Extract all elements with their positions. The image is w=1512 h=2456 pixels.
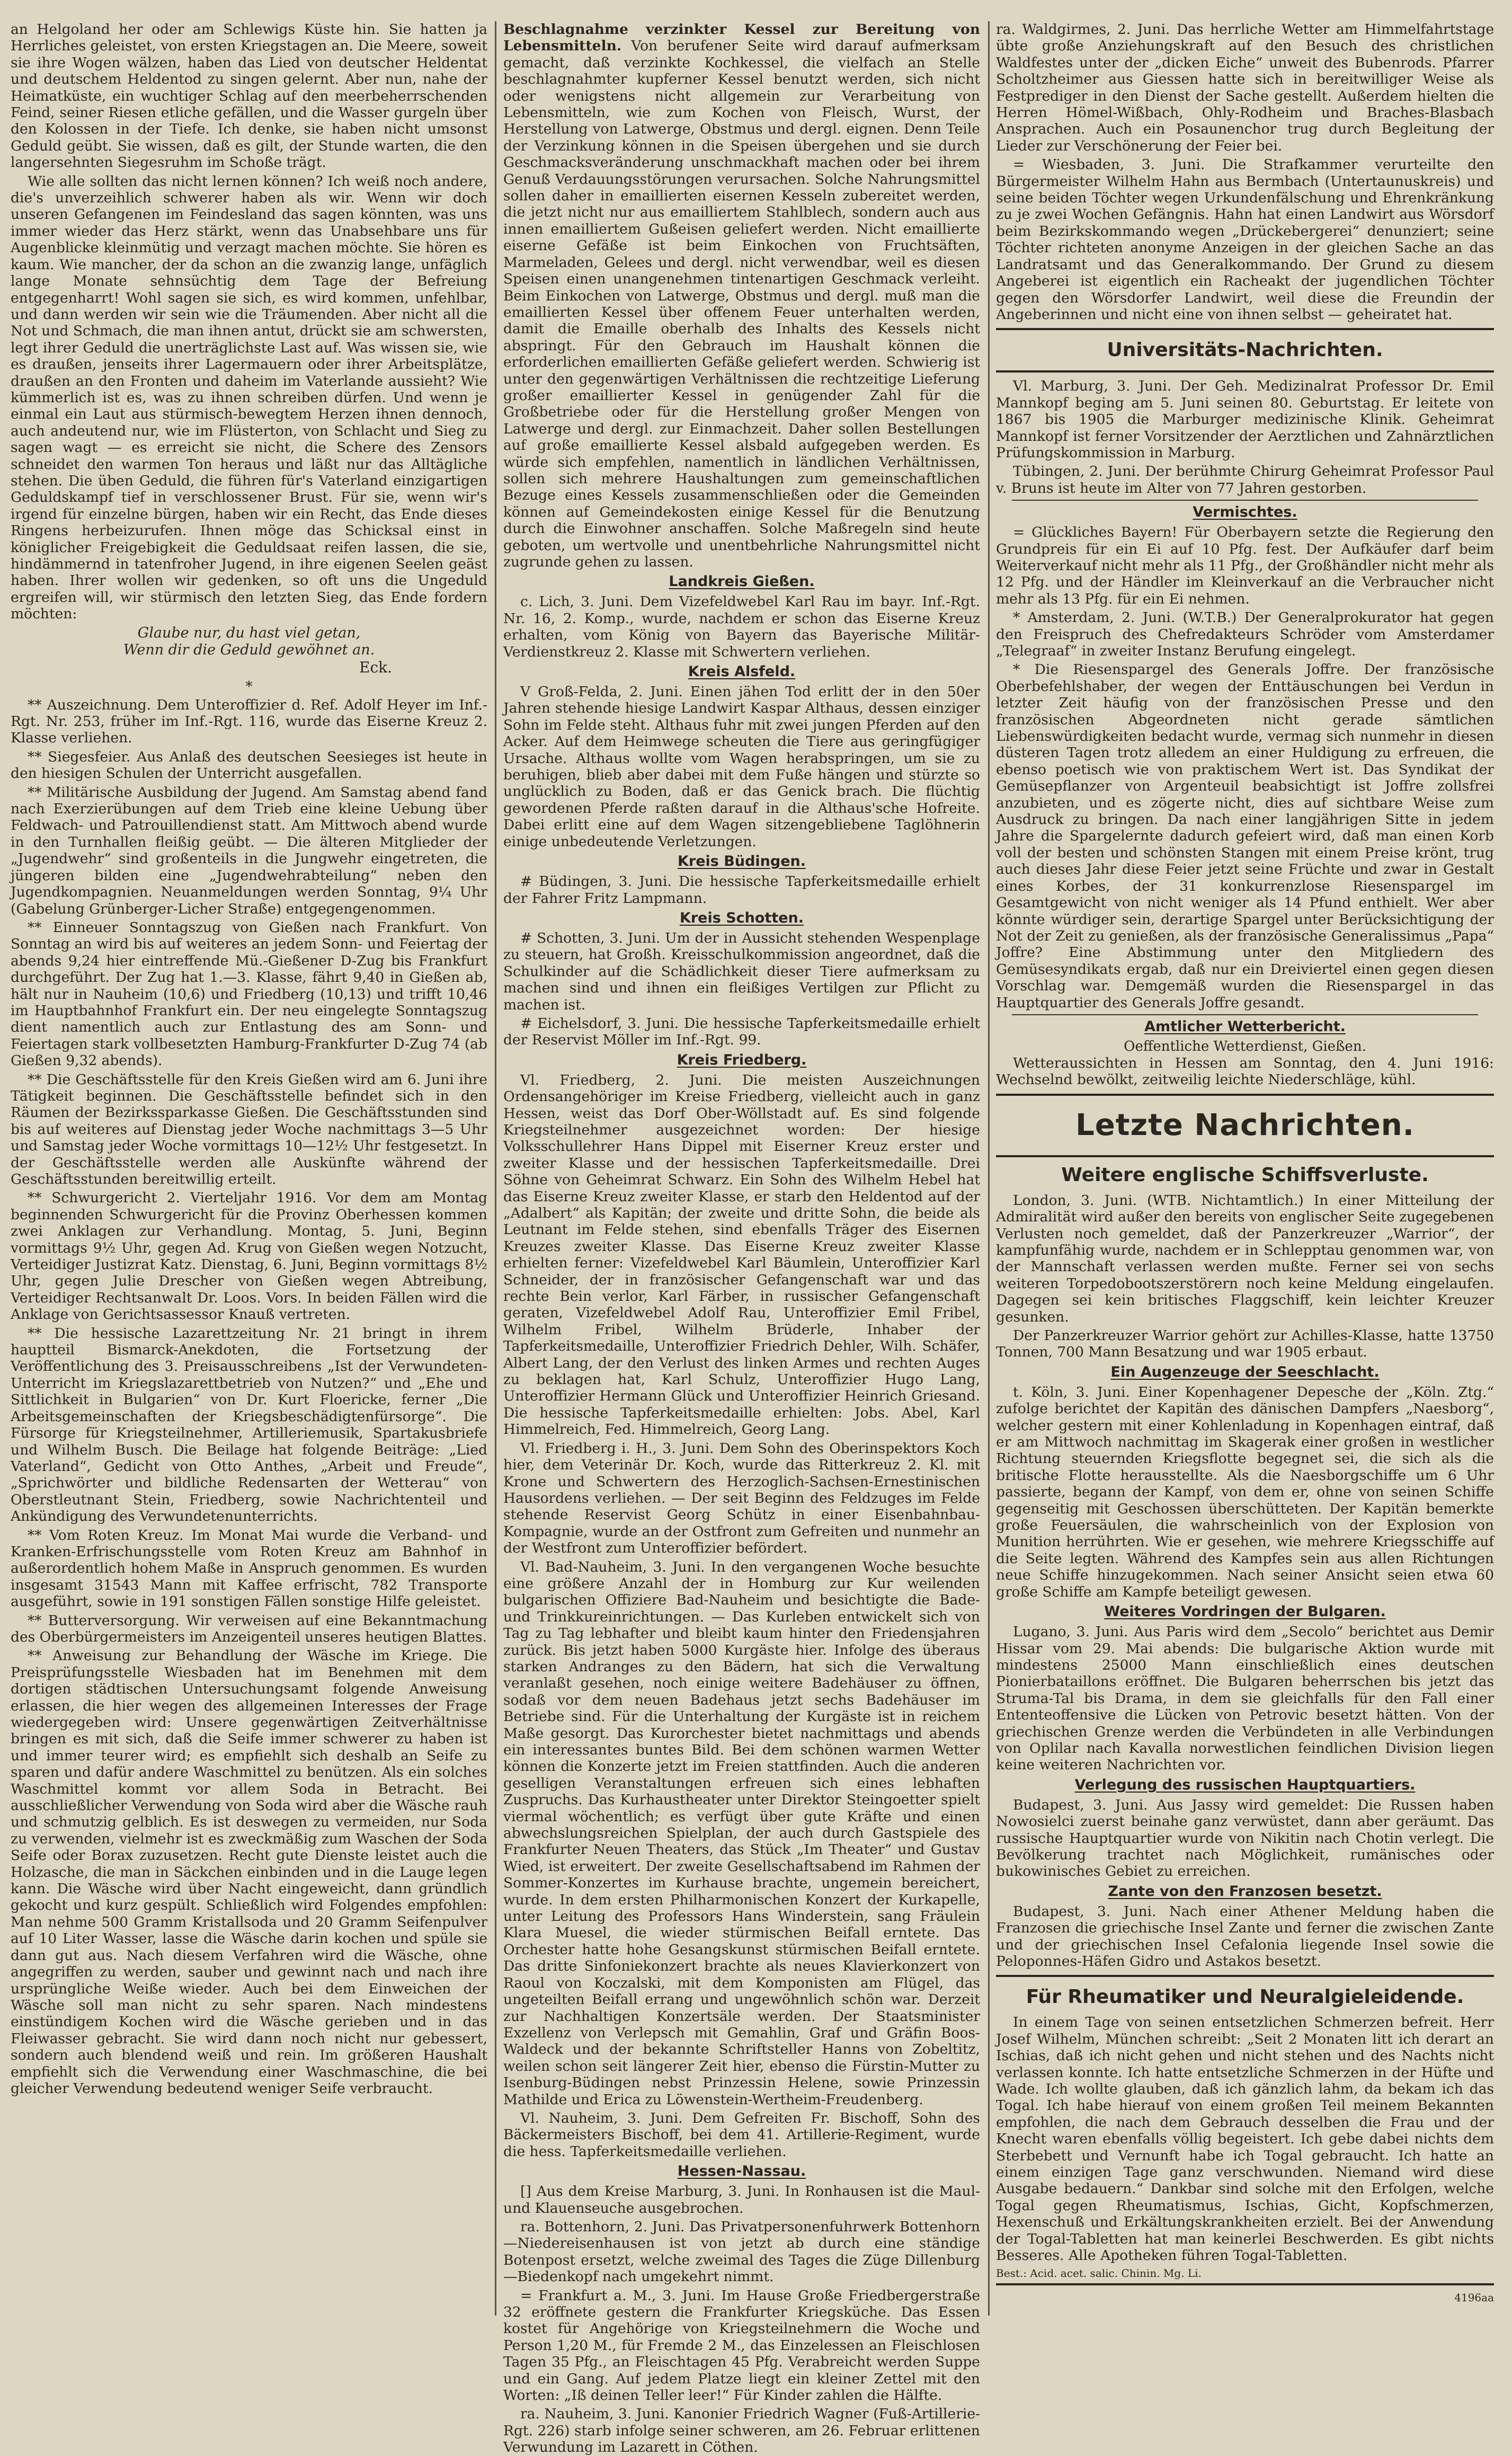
news-item: Vl. Friedberg, 2. Juni. Die meisten Auszeichnungen Ordensangehöriger im Kreise Friedberg, vielleicht auch in ganz Hessen, weist das Dorf Ober-Wöllstadt auf. Es sind folgende Kriegsteilnehmer ausgezeichnet worden: Der hiesige Volksschullehrer Hans Dippel mit Eiserner Kreuz erster und zweiter Klasse und der hessischen Tapferkeitsmedaille. Drei Söhne von Geheimrat Schwarz. Ein Sohn des Wilhelm Hebel hat das Eiserne Kreuz zweiter Klasse, er starb den Heldentod auf der „Adalbert“ als Kapitän; der zweite und dritte Sohn, die beide als Leutnant im Felde stehen, sind ebenfalls Träger des Eisernen Kreuzes zweiter Klasse. Das Eiserne Kreuz zweiter Klasse erhielten ferner: Vizefeldwebel Karl Bäumlein, Unteroffizier Karl Schneider, der in französischer Gefangenschaft war und das rechte Bein verlor, Karl Färber, in russischer Gefangenschaft geraten, Vizefeldwebel Adolf Rau, Unteroffizier Emil Fribel, Wilhelm Fribel, Wilhelm Brüderle, Inhaber der Tapferkeitsmedaille, Unteroffizier Friedrich Dehler, Wilh. Schäfer, Albert Lang, der den Verlust des linken Armes und rechten Auges zu beklagen hat, Karl Schulz, Unteroffizier Hugo Lang, Unteroffizier Hermann Glück und Unteroffizier Heinrich Griesand. Die hessische Tapferkeitsmedaille erhielten: Jobs. Abel, Karl Himmelreich, Fed. Himmelreich, Georg Lang. xyxy=(503,1071,980,1438)
column-1 xyxy=(11,21,487,2316)
news-item: Budapest, 3. Juni. Nach einer Athener Meldung haben die Franzosen die griechische Insel Zante und ferner die zwischen Zante und der griechischen Insel Cefalonia liegende Insel sowie die Peloponnes-Häfen Gidro und Astakos besetzt. xyxy=(996,1903,1494,1970)
news-item: V Groß-Felda, 2. Juni. Einen jähen Tod erlitt der in den 50er Jahren stehende hiesige Landwirt Kaspar Althaus, dessen einziger Sohn im Felde steht. Althaus fuhr mit zwei jungen Pferden auf den Acker. Auf dem Heimwege scheuten die Tiere aus geringfügiger Ursache. Althaus wollte vom Wagen herabspringen, um sie zu beruhigen, blieb aber dabei mit dem Fuße hängen und stürzte so unglücklich zu Boden, daß er das Genick brach. Die flüchtig gewordenen Pferde raßten darauf in die Althaus'sche Hofreite. Dabei erlitt eine auf dem Wagen sitzengebliebene Taglöhnerin einige unbedeutende Verletzungen. xyxy=(503,684,980,850)
author-signature: Eck. xyxy=(359,658,392,676)
news-item: ** Vom Roten Kreuz. Im Monat Mai wurde die Verband- und Kranken-Erfrischungsstelle vom Roten Kreuz am Bahnhof in außerordentlich hohem Maße in Anspruch genommen. Es wurden insgesamt 31543 Mann mit Kaffee erfrischt, 782 Transporte ausgeführt, sowie in 191 sonstigen Fällen sonstige Hilfe geleistet. xyxy=(11,1527,487,1610)
news-item: Tübingen, 2. Juni. Der berühmte Chirurg Geheimrat Professor Paul v. Bruns ist heute im Alter von 77 Jahren gestorben. xyxy=(996,463,1494,496)
divider xyxy=(1012,500,1478,501)
article-paragraph xyxy=(503,21,980,570)
column-divider xyxy=(495,21,496,2316)
section-heading: Vermischtes. xyxy=(1193,504,1297,521)
ad-heading: Für Rheumatiker und Neuralgieleidende. xyxy=(1026,1986,1464,2008)
news-item: ** Auszeichnung. Dem Unteroffizier d. Ref. Adolf Heyer im Inf.-Rgt. Nr. 253, früher im Inf.-Rgt. 116, wurde das Eiserne Kreuz 2. Klasse verliehen. xyxy=(11,696,487,747)
section-heading: Amtlicher Wetterbericht. xyxy=(1144,1018,1346,1035)
news-item: * Amsterdam, 2. Juni. (W.T.B.) Der Generalprokurator hat gegen den Freispruch des Chefredakteurs Schröder vom Amsterdamer „Telegraaf“ in zweiter Instanz Berufung eingelegt. xyxy=(996,609,1494,659)
news-item: ** Einneuer Sonntagszug von Gießen nach Frankfurt. Von Sonntag an wird bis auf weiteres an jedem Sonn- und Feiertag der abends 9,24 hier eintreffende Mü.-Gießener D-Zug bis Frankfurt durchgeführt. Der Zug hat 1.—3. Klasse, fährt 9,40 in Gießen ab, hält nur in Nauheim (10,6) und Friedberg (10,13) und trifft 10,46 im Hauptbahnhof Frankfurt ein. Der neu eingelegte Sonntagszug dient namentlich auch zur Entlastung des am Sonn- und Feiertagen stark vollbesetzten Hamburg-Frankfurter D-Zug 74 (ab Gießen 9,32 abends). xyxy=(11,919,487,1069)
news-item: * Die Riesenspargel des Generals Joffre. Der französische Oberbefehlshaber, der wegen der Enttäuschungen bei Verdun in letzter Zeit häufig von der französischen Presse und den französischen Abgeordneten nicht gerade sämtlichen Liebenswürdigkeiten bedacht wurde, vermag sich nunmehr in diesen düsteren Tagen trotz alledem an einer Huldigung zu erfreuen, die ebenso poetisch wie von praktischem Wert ist. Das Syndikat der Gemüsepflanzer von Argenteuil beabsichtigt ist Joffre zollsfrei anzubieten, und es zögerte nicht, dies auf sichtbare Weise zum Ausdruck zu bringen. Da nach einer langjährigen Sitte in jedem Jahre die Spargelernte dadurch gefeiert wird, daß man einen Korb voll der besten und schönsten Stangen mit einem Preise krönt, trug auch dieses Jahr diese Feier jetzt seine Früchte und zwar in Gestalt eines Korbes, der 31 konkurrenzlose Riesenspargel im Gesamtgewicht von nicht weniger als 14 Pfund enthielt. Wer aber könnte würdiger sein, derartige Spargel unter Berücksichtigung der Not der Zeit zu genießen, als der französische Generalissimus „Papa“ Joffre? Eine Abstimmung unter den Mitgliedern des Gemüsesyndikats ergab, daß nur ein Dreiviertel einen gegen diesen Vorschlag war. Demgemäß wurden die Riesenspargel in das Hauptquartier des Generals Joffre gesandt. xyxy=(996,661,1494,1011)
news-item: Der Panzerkreuzer Warrior gehört zur Achilles-Klasse, hatte 13750 Tonnen, 700 Mann Besatzung und war 1905 erbaut. xyxy=(996,1327,1494,1361)
article-title: Beschlagnahme verzinkter Kessel zur Bereitung von Lebensmitteln. xyxy=(503,21,980,55)
quote-line: Glaube nur, du hast viel getan, xyxy=(137,624,361,641)
news-item: Vl. Friedberg i. H., 3. Juni. Dem Sohn des Oberinspektors Koch hier, dem Veterinär Dr. Koch, wurde das Ritterkreuz 2. Kl. mit Krone und Schwertern des Herzoglich-Sachsen-Ernestinischen Hausordens verliehen. — Der seit Beginn des Feldzuges im Felde stehende Reservist Georg Schütz in einer Eisenbahnbau-Kompagnie, wurde an der Ostfront zum Gefreiten und nunmehr an der Westfront zum Unteroffizier befördert. xyxy=(503,1440,980,1557)
quote-line: Wenn dir die Geduld gewöhnet an. xyxy=(123,641,375,658)
news-item: # Büdingen, 3. Juni. Die hessische Tapferkeitsmedaille erhielt der Fahrer Fritz Lampmann. xyxy=(503,873,980,907)
newspaper-page xyxy=(11,21,1494,2456)
article-paragraph: an Helgoland her oder am Schlewigs Küste hin. Sie hatten ja Herrliches geleistet, von ersten Kriegstagen an. Die Meere, soweit sie ihre Wogen wälzen, haben das Lied von deutscher Heldentat und deutschem Heldentod zu singen gelernt. Aber nun, nahe der Heimatküste, ein wuchtiger Schlag auf den meerbeherrschenden Feind, seiner Riesen etliche gefällen, und die Wasser gurgeln über den Kolossen in der Tiefe. Ich denke, sie haben nicht umsonst Geduld geübt. Sie wissen, daß es gilt, der Stunde warten, die den langersehnten Siegesruhm im Schoße trägt. xyxy=(11,21,487,171)
headline: Weitere englische Schiffsverluste. xyxy=(1061,1164,1429,1186)
headline: Zante von den Franzosen besetzt. xyxy=(1108,1883,1382,1900)
ad-text: In einem Tage von seinen entsetzlichen Schmerzen befreit. Herr Josef Wilhelm, München schreibt: „Seit 2 Monaten litt ich derart an Ischias, daß ich nicht gehen und nicht stehen und des Nachts nicht verlassen konnte. Ich hatte entsetzliche Schmerzen in der Hüfte und Wade. Ich wollte glauben, daß ich gänzlich lahm, da bekam ich das Togal. Ich habe hierauf von einem großen Teil meinem Bekannten empfohlen, die nach dem Gebrauch desselben die Frau und der Knecht waren ebenfalls völlig begeistert. Ich gebe dabei nichts dem Sterbebett und Vernunft habe ich Togal gebraucht. Ich hatte an einem einzigen Tage ganz verschwunden. Niemand wird diese Ausgabe bedauern.“ Dankbar sind solche mit den Erfolgen, welche Togal gegen Rheumatismus, Ischias, Gicht, Kopfschmerzen, Hexenschuß und Erkältungskrankheiten erzielt. Bei der Anwendung der Togal-Tabletten hat man keinerlei Beschwerden. Es gibt nichts Besseres. Alle Apotheken führen Togal-Tabletten. xyxy=(996,2014,1494,2264)
news-item: ** Die Geschäftsstelle für den Kreis Gießen wird am 6. Juni ihre Tätigkeit beginnen. Die Geschäftsstelle befindet sich in den Räumen der Bezirkssparkasse Gießen. Die Geschäftsstunden sind bis auf weiteres auf Dienstag jeder Woche nachmittags 3—5 Uhr und Samstag jeder Woche vormittags 10—12½ Uhr festgesetzt. In der Geschäftsstelle werden alle Auskünfte während der Geschäftsstunden bereitwillig erteilt. xyxy=(11,1071,487,1187)
news-item: ** Militärische Ausbildung der Jugend. Am Samstag abend fand nach Exerzierübungen auf dem Trieb eine kleine Uebung über Feldwach- und Patrouillendienst statt. Am Mittwoch abend wurde in den Turnhallen fleißig geübt. — Die älteren Mitglieder der „Jugendwehr“ sind großenteils in die Jungwehr eingetreten, die jüngeren bilden eine „Jugendwehrabteilung“ neben den Jugendkompagnien. Neuanmeldungen werden Sonntag, 9¼ Uhr (Gabelung Grünberger-Licher Straße) entgegengenommen. xyxy=(11,784,487,917)
news-item: Vl. Bad-Nauheim, 3. Juni. In den vergangenen Woche besuchte eine größere Anzahl der in Homburg zur Kur weilenden bulgarischen Offiziere Bad-Nauheim und besichtigte die Bade- und Trinkkureinrichtungen. — Das Kurleben entwickelt sich von Tag zu Tag lebhafter und bleibt kaum hinter den Friedensjahren zurück. Bis jetzt haben 5000 Kurgäste hier. Infolge des überaus starken Andranges zu den Bädern, hat sich die Verwaltung veranlaßt gesehen, noch einige weitere Badehäuser zu öffnen, sodaß vor dem neuen Badehaus jetzt sechs Badehäuser im Betriebe sind. Für die Unterhaltung der Kurgäste ist in reichem Maße gesorgt. Das Kurorchester bietet nachmittags und abends ein interessantes buntes Bild. Bei dem schönen warmen Wetter können die Konzerte jetzt im Freien stattfinden. Auch die anderen geselligen Veranstaltungen erfreuen sich eines lebhaften Zuspruchs. Das Kurhaustheater unter Direktor Steingoetter spielt viermal wöchentlich; es verfügt über gute Kräfte und einen abwechslungsreichen Spielplan, der auch durch Gastspiele des Frankfurter Neuen Theaters, das Stück „Im Theater“ und Gustav Wied, ist erweitert. Der zweite Gesellschaftsabend im Rahmen der Sommer-Konzertes im Kurhause brachte, ungemein bereichert, wurde. In dem ersten Philharmonischen Konzert der Kurkapelle, unter Leitung des Professors Hans Winderstein, sang Fräulein Klara Muesel, die wieder stürmischen Beifall erntete. Das Orchester hatte hohe Gesangskunst stürmischen Beifall erntete. Das dritte Sinfoniekonzert brachte als neues Klavierkonzert von Raoul von Koczalski, mit dem Komponisten am Flügel, das ungeteilten Beifall errang und ungewöhnlich schön war. Derzeit zur Nachhaltigen Konzertsäle werden. Der Staatsminister Exzellenz von Verlepsch mit Gemahlin, Graf und Gräfin Boos-Waldeck und der bekannte Schriftsteller Hanns von Zobeltitz, weilen schon seit längerer Zeit hier, ebenso die Fürstin-Mutter zu Isenburg-Büdingen nebst Prinzessin Helene, sowie Prinzessin Mathilde und Erica zu Löwenstein-Wertheim-Freudenberg. xyxy=(503,1558,980,2108)
latest-news-banner xyxy=(996,1094,1494,1157)
column-divider xyxy=(988,21,990,2316)
news-item: Vl. Nauheim, 3. Juni. Dem Gefreiten Fr. Bischoff, Sohn des Bäckermeisters Bischoff, bei dem 41. Artillerie-Regiment, wurde die hess. Tapferkeitsmedaille verliehen. xyxy=(503,2109,980,2160)
headline: Ein Augenzeuge der Seeschlacht. xyxy=(1110,1363,1380,1380)
news-item: = Glückliches Bayern! Für Oberbayern setzte die Regierung den Grundpreis für ein Ei auf 10 Pfg. fest. Der Aufkäufer darf beim Weiterverkauf nicht mehr als 11 Pfg., der Großhändler nicht mehr als 12 Pfg. und der Händler im Kleinverkauf an die Verbraucher nicht mehr als 13 Pfg. für ein Ei nehmen. xyxy=(996,524,1494,607)
section-heading: Kreis Schotten. xyxy=(679,909,804,926)
article-body: Von berufener Seite wird darauf aufmerksam gemacht, daß verzinkte Kochkessel, die vielfach an Stelle beschlagnahmter kupferner Kessel benutzt werden, sich nicht oder wenigstens nicht allgemein zur Verarbeitung von Lebensmitteln, wie zum Kochen von Fleisch, Wurst, der Herstellung von Latwerge, Obstmus und dergl. eignen. Denn Teile der Verzinkung können in die Speisen übergehen und sie durch Geschmacksveränderung unschmackhaft machen oder bei ihrem Genuß Verdauungsstörungen verursachen. Solche Nahrungsmittel sollen daher in emaillierten eisernen Kesseln zubereitet werden, die jetzt nicht nur aus emailliertem Stahlblech, sondern auch aus innen emailliertem Gußeisen geliefert werden. Nicht emaillierte eiserne Gefäße ist beim Einkochen von Fruchtsäften, Marmeladen, Gelees und dergl. nicht verwendbar, weil es diesen Speisen einen unangenehmen tintenartigen Geschmack verleiht. Beim Einkochen von Latwerge, Obstmus und dergl. muß man die emaillierten Kessel über offenem Feuer unterhalten werden, damit die Emaille oberhalb des Inhalts des Kessels nicht abspringt. Für den Gebrauch im Haushalt können die erforderlichen emaillierten Gefäße geliefert werden. Schwierig ist unter den gegenwärtigen Verhältnissen die rechtzeitige Lieferung großer emaillierter Kessel in genügender Zahl für die Großbetriebe oder für die Herstellung großer Mengen von Latwerge und dergl. zur Einmachzeit. Daher sollen Bestellungen auf große emaillierte Kessel alsbald aufgegeben werden. Es würde sich empfehlen, namentlich in ländlichen Verhältnissen, sollen sich mehrere Haushaltungen zum gemeinschaftlichen Bezuge eines Kessels zusammenschließen oder die Gemeinden können auf Gemeindekosten einige Kessel für die Benutzung durch die Einwohner anschaffen. Solche Maßregeln sind heute geboten, um wertvolle und unentbehrliche Nahrungsmittel nicht zugrunde gehen zu lassen. xyxy=(503,38,980,570)
news-item: ** Siegesfeier. Aus Anlaß des deutschen Seesieges ist heute in den hiesigen Schulen der Unterricht ausgefallen. xyxy=(11,748,487,782)
headline: Weiteres Vordringen der Bulgaren. xyxy=(1104,1603,1386,1620)
news-item: [] Aus dem Kreise Marburg, 3. Juni. In Ronhausen ist die Maul- und Klauenseuche ausgebrochen. xyxy=(503,2183,980,2216)
section-heading: Kreis Friedberg. xyxy=(677,1051,807,1068)
divider xyxy=(1012,1014,1478,1015)
news-item: ra. Nauheim, 3. Juni. Kanonier Friedrich Wagner (Fuß-Artillerie-Rgt. 226) starb infolge seiner schweren, am 26. Februar erlittenen Verwundung im Lazarett in Cöthen. xyxy=(503,2406,980,2456)
news-item: London, 3. Juni. (WTB. Nichtamtlich.) In einer Mitteilung der Admiralität wird außer den bereits von englischer Seite zugegebenen Verlusten noch gemeldet, daß der Panzerkreuzer „Warrior“, der kampfunfähig wurde, nachdem er in Schlepptau genommen war, von der Mannschaft verlassen werden mußte. Ferner sei von sechs weiteren Torpedobootszerstörern noch keine Meldung eingelaufen. Dagegen sei kein britisches Flaggschiff, kein leichter Kreuzer gesunken. xyxy=(996,1192,1494,1325)
ad-footnote: Best.: Acid. acet. salic. Chinin. Mg. Li. xyxy=(996,2266,1202,2280)
headline: Verlegung des russischen Hauptquartiers. xyxy=(1074,1776,1416,1793)
column-3 xyxy=(996,21,1494,2316)
section-heading: Kreis Alsfeld. xyxy=(688,663,796,680)
news-item: ra. Bottenhorn, 2. Juni. Das Privatpersonenfuhrwerk Bottenhorn—Niedereisenhausen ist von jetzt ab durch eine ständige Botenpost ersetzt, welche zweimal des Tages die Züge Dillenburg—Biedenkopf nach umgekehrt nimmt. xyxy=(503,2218,980,2285)
advertisement xyxy=(996,1975,1494,2285)
section-heading: Letzte Nachrichten. xyxy=(1075,1107,1415,1142)
news-item: t. Köln, 3. Juni. Einer Kopenhagener Depesche der „Köln. Ztg.“ zufolge berichtet der Kapitän des dänischen Dampfers „Naesborg“, welcher gestern mit einer Kohlenladung in Kopenhagen eintraf, daß er am Mittwoch nachmittag im Skagerak einer großen in westlicher Richtung steuernden Kriegsflotte begegnet sei, die sich als die britische Flotte herausstellte. Als die Naesborgschiffe um 6 Uhr passierte, begann der Kampf, von dem er, ohne von seinen Schiffe gegenseitig mit Geschossen überschütteten. Der Kapitän bemerkte große Feuersäulen, die wahrscheinlich von der Explosion von Munition herrührten. Wie er gesehen, wie mehrere Kriegsschiffe auf die Seite legten. Während des Kampfes sein aus allen Richtungen neue Schiffe hinzugekommen. Nach seiner Ansicht seien etwa 60 große Schiffe am Kampfe beteiligt gewesen. xyxy=(996,1384,1494,1600)
news-item: ** Butterversorgung. Wir verweisen auf eine Bekanntmachung des Oberbürgermeisters im Anzeigenteil unseres heutigen Blattes. xyxy=(11,1612,487,1645)
separator-star: * xyxy=(245,678,253,695)
news-item: Vl. Marburg, 3. Juni. Der Geh. Medizinalrat Professor Dr. Emil Mannkopf beging am 5. Juni seinen 80. Geburtstag. Er leitete von 1867 bis 1905 die Marburger medizinische Klinik. Geheimrat Mannkopf ist ferner Vorsitzender der Aerztlichen und Zahnärztlichen Prüfungskommission in Marburg. xyxy=(996,378,1494,461)
news-item: = Wiesbaden, 3. Juni. Die Strafkammer verurteilte den Bürgermeister Wilhelm Hahn aus Bermbach (Untertaunuskreis) und seine beiden Töchter wegen Urkundenfälschung und Ehrenkränkung zu je zwei Wochen Gefängnis. Hahn hat einen Landwirt aus Wörsdorf beim Bezirkskommando wegen „Drückebergerei“ denunziert; seine Töchter richteten anonyme Anzeigen in der gleichen Sache an das Landratsamt und das Generalkommando. Der Grund zu diesem Angeberei ist eigentlich ein Racheakt der jugendlichen Töchter gegen den Wörsdorfer Landwirt, weil diese die Freundin der Angeberinnen und nicht eine von ihnen selbst — geheiratet hat. xyxy=(996,156,1494,323)
news-item: Budapest, 3. Juni. Aus Jassy wird gemeldet: Die Russen haben Nowosielci zuerst beinahe ganz verwüstet, dann aber geräumt. Das russische Hauptquartier wurde von Nikitin nach Chotin verlegt. Die Bevölkerung trachtet nach Möglichkeit, rumänisches oder bukowinisches Gebiet zu erreichen. xyxy=(996,1796,1494,1880)
news-item: ra. Waldgirmes, 2. Juni. Das herrliche Wetter am Himmelfahrtstage übte große Anziehungskraft auf den Besuch des christlichen Waldfestes unter der „dicken Eiche“ unweit des Bubenrods. Pfarrer Scholtzheimer aus Giessen hatte sich in bereitwilliger Weise als Festprediger in den Dienst der Sache gestellt. Außerdem hielten die Herren Hömel-Wißbach, Ohly-Rodheim und Braches-Blasbach Ansprachen. Auch ein Posaunenchor trug durch Begleitung der Lieder zur Verschönerung der Feier bei. xyxy=(996,21,1494,154)
column-2 xyxy=(503,21,980,2456)
news-item: ** Anweisung zur Behandlung der Wäsche im Kriege. Die Preisprüfungsstelle Wiesbaden hat im Benehmen mit dem dortigen städtischen Untersuchungsamt folgende Anweisung erlassen, die hier wegen des allgemeinen Interesses der Frage wiedergegeben wird: Unsere gegenwärtigen Zeitverhältnisse bringen es mit sich, daß die Seife immer schwerer zu haben ist und immer teurer wird; es empfiehlt sich deshalb an Seife zu sparen und dafür andere Waschmittel zu benützen. Als ein solches Waschmittel kommt vor allem Soda in Betracht. Bei ausschließlicher Verwendung von Soda wird aber die Wäsche rauh und schmutzig gelblich. Es ist deswegen zu vermeiden, nur Soda zu verwenden, vielmehr ist es zweckmäßig zum Waschen der Soda Seife oder Borax zuzusetzen. Recht gute Dienste leistet auch die Holzasche, die man in Säckchen einbinden und in die Lauge legen kann. Die Wäsche wird über Nacht eingeweicht, dann gründlich gekocht und kurz gespült. Schließlich wird Folgendes empfohlen: Man nehme 500 Gramm Kristallsoda und 20 Gramm Seifenpulver auf 10 Liter Wasser, lasse die Wäsche darin kochen und spüle sie dann gut aus. Nach diesem Verfahren wird die Wäsche, ohne angegriffen zu werden, sauber und gewinnt nach und nach ihre ursprüngliche Weiße wieder. Auch bei dem Einweichen der Wäsche soll man nicht zu sehr sparen. Nach mindestens einstündigem Kochen wird die Wäsche gerieben und in das Fleiwasser gebracht. Sie wird dann noch nicht nur gebessert, sondern auch blendend weiß und rein. Im größeren Haushalt empfiehlt sich die Verwendung einer Waschmaschine, die bei gleicher Verwendung bedeutend weniger Seife verbraucht. xyxy=(11,1647,487,2097)
news-item: Lugano, 3. Juni. Aus Paris wird dem „Secolo“ berichtet aus Demir Hissar vom 29. Mai abends: Die bulgarische Aktion wurde mit mindestens 25000 Mann einschließlich eines deutschen Pionierbataillons eröffnet. Die Bulgaren beherrschen bis jetzt das Struma-Tal bis Drama, in dem sie gleichfalls für den Fall einer Ententeoffensive die Lücken von Petrovic besetzt hätten. Von der griechischen Grenze werden die Verbündeten in alle Verbindungen von Oplilar nach Kavalla norwestlichen feindlichen Division liegen keine weiteren Nachrichten vor. xyxy=(996,1624,1494,1774)
weather-service: Oeffentliche Wetterdienst, Gießen. xyxy=(1124,1038,1366,1054)
weather-forecast: Wetteraussichten in Hessen am Sonntag, den 4. Juni 1916: Wechselnd bewölkt, zeitweilig leichte Niederschläge, kühl. xyxy=(996,1054,1494,1088)
page-number: 4196aa xyxy=(1454,2291,1494,2304)
university-section xyxy=(996,328,1494,373)
section-heading: Hessen-Nassau. xyxy=(677,2163,806,2180)
news-item: # Schotten, 3. Juni. Um der in Aussicht stehenden Wespenplage zu steuern, hat Großh. Kreisschulkommission angeordnet, daß die Schulkinder auf die Schädlichkeit dieser Tiere aufmerksam zu machen sind und ihnen ein fleißiges Vertilgen zur Pflicht zu machen ist. xyxy=(503,929,980,1013)
news-item: = Frankfurt a. M., 3. Juni. Im Hause Große Friedbergerstraße 32 eröffnete gestern die Frankfurter Kriegsküche. Das Essen kostet für Angehörige von Kriegsteilnehmern die Woche und Person 1,20 M., für Fremde 2 M., das Einzelessen an Fleischlosen Tagen 35 Pfg., an Fleischtagen 45 Pfg. Verabreicht werden Suppe und ein Gang. Auf jedem Platze liegt ein kleiner Zettel mit den Worten: „Iß deinen Teller leer!“ Für Kinder zahlen die Hälfte. xyxy=(503,2287,980,2404)
section-heading: Kreis Büdingen. xyxy=(678,853,806,870)
section-heading: Landkreis Gießen. xyxy=(669,573,815,590)
article-paragraph: Wie alle sollten das nicht lernen können? Ich weiß noch andere, die's unverzeihlich schwerer haben als wir. Wenn wir doch unseren Gefangenen im Feindesland das sagen könnten, was uns immer wieder das Herz stärkt, wenn das Unabsehbare uns für Augenblicke kleinmütig und verzagt machen möchte. Sie hören es kaum. Wie mancher, der da schon an die zwanzig lange, unfäglich lange Monate sehnsüchtig dem Tage der Befreiung entgegenharrt! Wohl sagen sie sich, es wird kommen, unfehlbar, und dann werden wir sein wie die Träumenden. Aber nicht all die Not und Schmach, die man ihnen antut, drückt sie am schwersten, legt ihrer Geduld die unerträglichste Last auf. Was wissen sie, wie es draußen, jenseits ihrer Lagermauern oder ihrer Arbeitsplätze, draußen an den Fronten und daheim im Vaterlande aussieht? Wie kümmerlich ist es, was zu ihnen schreiben dürfen. Und wenn je einmal ein Laut aus stürmisch-bewegtem Herzen ihnen dennoch, auch andeutend nur, wie im Flüsterton, von Schlacht und Sieg zu sagen wagt — es erreicht sie nicht, die Schere des Zensors schneidet den warmen Ton heraus und läßt nur das Alltägliche stehen. Die üben Geduld, die führen für's Vaterland einzigartigen Geduldskampf tief in verschlossener Brust. Für sie, wenn wir's irgend für einzelne bürgen, haben wir ein Recht, das Ende dieses Ringens herbeizurufen. Ihnen möge das Schicksal einst in königlicher Freigebigkeit die Geduldsaat reifen lassen, die sie, hindämmernd in tatenfroher Jugend, in ihre eigenen Seelen geäst haben. Ihrer wollen wir gedenken, so oft uns die Ungeduld ergreifen will, wir stürmisch den letzten Sieg, das Ende fordern möchten: xyxy=(11,173,487,623)
news-item: c. Lich, 3. Juni. Dem Vizefeldwebel Karl Rau im bayr. Inf.-Rgt. Nr. 16, 2. Komp., wurde, nachdem er schon das Eiserne Kreuz erhalten, vom König von Bayern das Bayerische Militär-Verdienstkreuz 2. Klasse mit Schwertern verliehen. xyxy=(503,593,980,660)
news-item: # Eichelsdorf, 3. Juni. Die hessische Tapferkeitsmedaille erhielt der Reservist Möller im Inf.-Rgt. 99. xyxy=(503,1015,980,1049)
news-item: ** Die hessische Lazarettzeitung Nr. 21 bringt in ihrem hauptteil Bismarck-Anekdoten, die Fortsetzung der Veröffentlichung des 3. Preisausschreibens „Ist der Verwundeten-Unterricht im Kriegslazarettbetrieb von Nutzen?“ und „Ehe und Sittlichkeit in Bulgarien“ von Dr. Kurt Floericke, ferner „Die Arbeitsgemeinschaften der Kriegsbeschädigtenfürsorge“. Die Fürsorge für Kriegsteilnehmer, Artilleriemusik, Spartakusbriefe und Wilhelm Busch. Die Beilage hat folgende Beiträge: „Lied Vaterland“, Gedicht von Otto Anthes, „Arbeit und Freude“, „Sprichwörter und bildliche Redensarten der Wetterau“ von Oberstleutnant Stein, Friedberg, sowie Nachrichtenteil und Ankündigung des Verwundetenunterrichts. xyxy=(11,1325,487,1525)
section-heading: Universitäts-Nachrichten. xyxy=(1107,339,1383,361)
news-item: ** Schwurgericht 2. Vierteljahr 1916. Vor dem am Montag beginnenden Schwurgericht für die Provinz Oberhessen kommen zwei Anklagen zur Verhandlung. Montag, 5. Juni, Beginn vormittags 9½ Uhr, gegen Ad. Krug von Gießen wegen Notzucht, Verteidiger Justizrat Katz. Dienstag, 6. Juni, Beginn vormittags 8½ Uhr, gegen Julie Drescher von Gießen wegen Abtreibung, Verteidiger Rechtsanwalt Dr. Loos. Vors. In beiden Fällen wird die Anklage von Gerichtsassessor Knauß vertreten. xyxy=(11,1190,487,1323)
